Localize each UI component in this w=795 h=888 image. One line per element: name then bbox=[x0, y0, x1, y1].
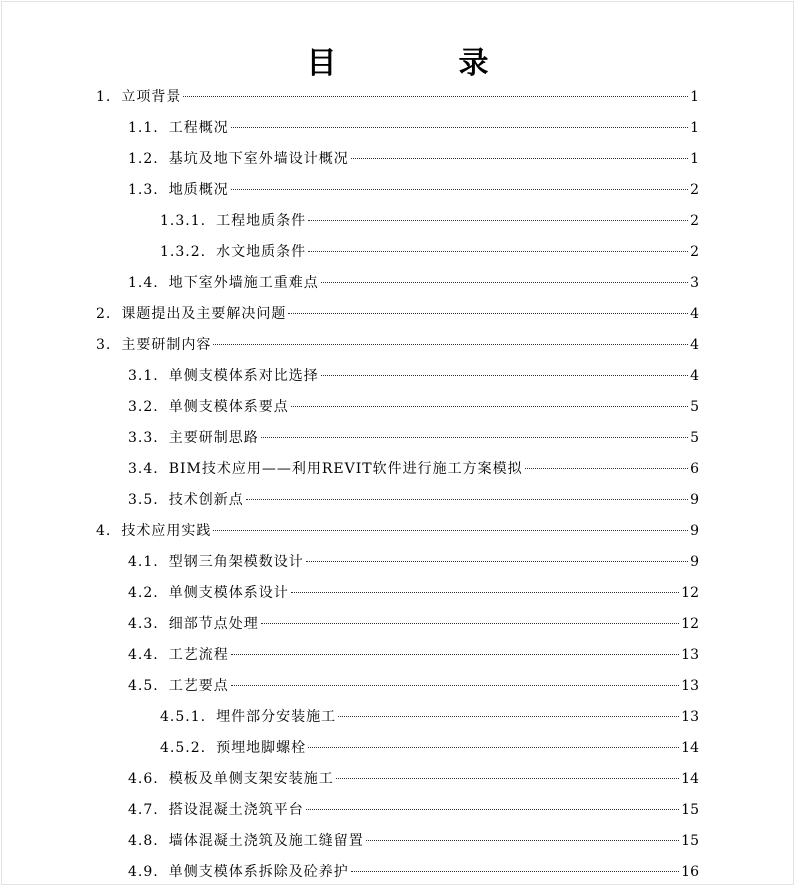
toc-entry-page-number: 15 bbox=[681, 833, 699, 849]
toc-dot-leader bbox=[231, 127, 688, 128]
toc-entry-page-number: 13 bbox=[681, 678, 699, 694]
toc-entry[interactable] bbox=[0, 423, 795, 454]
toc-entry-page-number: 1 bbox=[690, 151, 699, 167]
toc-dot-leader bbox=[231, 654, 679, 655]
toc-entry[interactable] bbox=[0, 547, 795, 578]
toc-entry-number: 4.9. bbox=[128, 864, 159, 880]
toc-dot-leader bbox=[308, 747, 679, 748]
toc-entry[interactable] bbox=[0, 144, 795, 175]
toc-list bbox=[0, 82, 795, 888]
toc-entry[interactable] bbox=[0, 795, 795, 826]
toc-entry[interactable] bbox=[0, 485, 795, 516]
toc-entry-page-number: 1 bbox=[690, 89, 699, 105]
toc-entry-number: 1.3.2. bbox=[160, 244, 207, 260]
toc-entry[interactable] bbox=[0, 733, 795, 764]
toc-entry[interactable] bbox=[0, 299, 795, 330]
toc-entry-title: 埋件部分安装施工 bbox=[216, 709, 337, 725]
toc-dot-leader bbox=[291, 406, 688, 407]
toc-entry-number: 4.8. bbox=[128, 833, 159, 849]
toc-entry-number: 3.4. bbox=[128, 461, 159, 477]
toc-dot-leader bbox=[183, 96, 688, 97]
toc-entry-title: 单侧支模体系要点 bbox=[168, 399, 289, 415]
toc-entry-title: 立项背景 bbox=[121, 89, 182, 105]
toc-dot-leader bbox=[231, 685, 679, 686]
toc-entry-page-number: 4 bbox=[690, 368, 699, 384]
toc-entry-number: 4.3. bbox=[128, 616, 159, 632]
toc-entry-number: 3.5. bbox=[128, 492, 159, 508]
toc-entry-title: 单侧支模体系设计 bbox=[168, 585, 289, 601]
toc-entry[interactable] bbox=[0, 206, 795, 237]
toc-dot-leader bbox=[288, 313, 688, 314]
toc-entry-title: 搭设混凝土浇筑平台 bbox=[168, 802, 304, 818]
toc-title: 目 录 bbox=[306, 46, 535, 81]
toc-entry[interactable] bbox=[0, 578, 795, 609]
toc-entry-title: 型钢三角架模数设计 bbox=[168, 554, 304, 570]
toc-entry-title: 工艺流程 bbox=[168, 647, 229, 663]
toc-entry-page-number: 2 bbox=[690, 244, 699, 260]
toc-entry-number: 4.2. bbox=[128, 585, 159, 601]
toc-entry-number: 3.1. bbox=[128, 368, 159, 384]
toc-dot-leader bbox=[261, 437, 688, 438]
toc-entry-page-number: 13 bbox=[681, 709, 699, 725]
toc-dot-leader bbox=[213, 530, 688, 531]
toc-entry-title: 工程地质条件 bbox=[216, 213, 307, 229]
toc-entry-title: 技术创新点 bbox=[168, 492, 244, 508]
toc-entry[interactable] bbox=[0, 764, 795, 795]
toc-dot-leader bbox=[308, 220, 688, 221]
toc-dot-leader bbox=[525, 468, 688, 469]
toc-dot-leader bbox=[351, 871, 679, 872]
toc-dot-leader bbox=[261, 623, 679, 624]
toc-entry[interactable] bbox=[0, 113, 795, 144]
toc-entry-page-number: 6 bbox=[690, 461, 699, 477]
toc-entry-title: 主要研制思路 bbox=[168, 430, 259, 446]
toc-entry-number: 4.5.1. bbox=[160, 709, 207, 725]
toc-entry-number: 2. bbox=[96, 306, 112, 322]
toc-entry-page-number: 12 bbox=[681, 616, 699, 632]
toc-entry-title: 技术应用实践 bbox=[121, 523, 212, 539]
toc-dot-leader bbox=[321, 282, 688, 283]
toc-entry-number: 4.6. bbox=[128, 771, 159, 787]
toc-entry-number: 3.2. bbox=[128, 399, 159, 415]
toc-entry-page-number: 5 bbox=[690, 399, 699, 415]
toc-entry-page-number: 4 bbox=[690, 306, 699, 322]
toc-entry-title: 水文地质条件 bbox=[216, 244, 307, 260]
toc-entry-number: 3. bbox=[96, 337, 112, 353]
toc-entry-page-number: 12 bbox=[681, 585, 699, 601]
toc-entry-number: 3.3. bbox=[128, 430, 159, 446]
toc-entry-number: 1.4. bbox=[128, 275, 159, 291]
toc-entry-page-number: 14 bbox=[681, 740, 699, 756]
toc-dot-leader bbox=[231, 189, 688, 190]
toc-dot-leader bbox=[246, 499, 688, 500]
toc-entry-number: 4.7. bbox=[128, 802, 159, 818]
toc-entry-page-number: 2 bbox=[690, 213, 699, 229]
toc-dot-leader bbox=[336, 778, 679, 779]
toc-dot-leader bbox=[306, 809, 679, 810]
toc-entry-title: 工程概况 bbox=[168, 120, 229, 136]
toc-entry-page-number: 5 bbox=[690, 430, 699, 446]
toc-dot-leader bbox=[338, 716, 679, 717]
toc-entry-page-number: 3 bbox=[690, 275, 699, 291]
toc-entry-page-number: 14 bbox=[681, 771, 699, 787]
toc-entry[interactable] bbox=[0, 361, 795, 392]
toc-entry-page-number: 2 bbox=[690, 182, 699, 198]
toc-entry-number: 1. bbox=[96, 89, 112, 105]
toc-dot-leader bbox=[306, 561, 688, 562]
toc-dot-leader bbox=[351, 158, 688, 159]
toc-entry-number: 4.4. bbox=[128, 647, 159, 663]
toc-entry-title: 单侧支模体系拆除及砼养护 bbox=[168, 864, 349, 880]
toc-entry-title: 主要研制内容 bbox=[121, 337, 212, 353]
toc-entry-number: 4.5.2. bbox=[160, 740, 207, 756]
toc-entry-page-number: 9 bbox=[690, 492, 699, 508]
toc-entry[interactable] bbox=[0, 609, 795, 640]
toc-entry-title: 单侧支模体系对比选择 bbox=[168, 368, 319, 384]
toc-entry[interactable] bbox=[0, 702, 795, 733]
toc-entry-title: 模板及单侧支架安装施工 bbox=[168, 771, 334, 787]
toc-entry-title: BIM技术应用——利用REVIT软件进行施工方案模拟 bbox=[168, 461, 523, 477]
toc-entry-number: 1.1. bbox=[128, 120, 159, 136]
toc-entry-page-number: 1 bbox=[690, 120, 699, 136]
toc-entry-number: 4. bbox=[96, 523, 112, 539]
toc-entry-title: 地质概况 bbox=[168, 182, 229, 198]
toc-entry-page-number: 4 bbox=[690, 337, 699, 353]
toc-entry-page-number: 15 bbox=[681, 802, 699, 818]
toc-entry-number: 1.3. bbox=[128, 182, 159, 198]
toc-entry-title: 墙体混凝土浇筑及施工缝留置 bbox=[168, 833, 364, 849]
toc-entry-title: 地下室外墙施工重难点 bbox=[168, 275, 319, 291]
toc-entry-title: 基坑及地下室外墙设计概况 bbox=[168, 151, 349, 167]
toc-entry[interactable] bbox=[0, 82, 795, 113]
toc-dot-leader bbox=[308, 251, 688, 252]
toc-entry-page-number: 13 bbox=[681, 647, 699, 663]
toc-entry[interactable] bbox=[0, 516, 795, 547]
toc-dot-leader bbox=[291, 592, 679, 593]
toc-entry[interactable] bbox=[0, 330, 795, 361]
toc-entry-page-number: 9 bbox=[690, 523, 699, 539]
toc-entry-number: 1.3.1. bbox=[160, 213, 207, 229]
toc-entry[interactable] bbox=[0, 268, 795, 299]
toc-dot-leader bbox=[366, 840, 679, 841]
toc-entry[interactable] bbox=[0, 392, 795, 423]
toc-entry[interactable] bbox=[0, 640, 795, 671]
toc-entry-number: 1.2. bbox=[128, 151, 159, 167]
toc-entry-title: 预埋地脚螺栓 bbox=[216, 740, 307, 756]
toc-entry-number: 4.1. bbox=[128, 554, 159, 570]
toc-entry-page-number: 9 bbox=[690, 554, 699, 570]
toc-entry[interactable] bbox=[0, 237, 795, 268]
toc-entry[interactable] bbox=[0, 175, 795, 206]
toc-entry[interactable] bbox=[0, 671, 795, 702]
toc-entry[interactable] bbox=[0, 857, 795, 888]
toc-dot-leader bbox=[321, 375, 688, 376]
toc-entry-title: 课题提出及主要解决问题 bbox=[121, 306, 287, 322]
toc-entry[interactable] bbox=[0, 454, 795, 485]
toc-entry-title: 工艺要点 bbox=[168, 678, 229, 694]
toc-entry[interactable] bbox=[0, 826, 795, 857]
toc-dot-leader bbox=[213, 344, 688, 345]
toc-entry-title: 细部节点处理 bbox=[168, 616, 259, 632]
toc-entry-page-number: 16 bbox=[681, 864, 699, 880]
toc-entry-number: 4.5. bbox=[128, 678, 159, 694]
